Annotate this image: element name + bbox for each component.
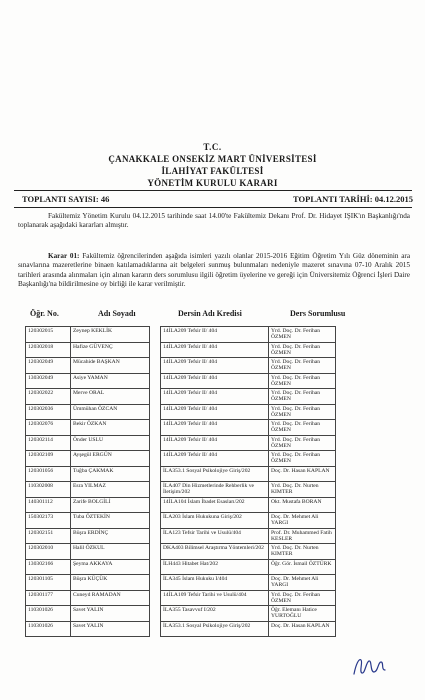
table-row <box>26 528 336 544</box>
spacer-cell <box>150 342 161 358</box>
table-row <box>26 621 336 637</box>
course-cell: 14İLA209 Tefsir II/ 404 <box>161 327 269 343</box>
table-row <box>26 575 336 591</box>
student-name-cell: Şeyma AKKAYA <box>71 559 150 575</box>
course-cell: İLA203 İslam Hukukuna Giriş/202 <box>161 513 269 529</box>
course-cell: İLA353.1 Sosyal Psikolojiye Giriş/202 <box>161 621 269 637</box>
student-number-cell: 110301026 <box>26 606 71 622</box>
student-name-cell: Savet YALIN <box>71 606 150 622</box>
table-row <box>26 420 336 436</box>
student-number-cell: 120301056 <box>26 466 71 482</box>
table-row <box>26 327 336 343</box>
spacer-cell <box>150 482 161 498</box>
table-row <box>26 590 336 606</box>
student-number-cell: 120302015 <box>26 327 71 343</box>
student-number-cell: 120302151 <box>26 528 71 544</box>
student-number-cell: 110302008 <box>26 482 71 498</box>
student-number-cell: 130302049 <box>26 373 71 389</box>
student-name-cell: Büşra KÜÇÜK <box>71 575 150 591</box>
course-cell: İLA407 Din Hizmetlerinde Rehberlik ve İletişim/202 <box>161 482 269 498</box>
meeting-number: TOPLANTI SAYISI: 46 <box>22 194 110 204</box>
header-tc: T.C. <box>203 142 222 152</box>
responsible-cell: Doç. Dr. Hasan KAPLAN <box>269 466 336 482</box>
responsible-cell: Prof. Dr. Muhammed Fatih KESLER <box>269 528 336 544</box>
student-number-cell: 120302109 <box>26 451 71 467</box>
spacer-cell <box>150 373 161 389</box>
responsible-cell: Doç. Dr. Mehmet Ali YARGI <box>269 575 336 591</box>
course-cell: 14İLA209 Tefsir II/ 404 <box>161 389 269 405</box>
intro-paragraph: Fakültemiz Yönetim Kurulu 04.12.2015 tarihinde saat 14.00'te Fakültemiz Dekanı Prof. Dr. Hidayet IŞIK'ın Başkanlığı'nda toplanarak aşağıdaki kararları almıştır. <box>18 212 410 230</box>
table-row <box>26 389 336 405</box>
course-cell: İLH443 Hitabet Hat/202 <box>161 559 269 575</box>
col-header-course: Dersin Adı Kredisi <box>178 309 242 318</box>
spacer-cell <box>150 435 161 451</box>
student-number-cell: 120302022 <box>26 389 71 405</box>
student-name-cell: Mücahide BAŞKAN <box>71 358 150 374</box>
spacer-cell <box>150 420 161 436</box>
student-name-cell: Tuğba ÇAKMAK <box>71 466 150 482</box>
bottom-rule <box>14 207 412 208</box>
table-row <box>26 559 336 575</box>
spacer-cell <box>150 497 161 513</box>
student-name-cell: Merve ORAL <box>71 389 150 405</box>
student-table-body <box>26 327 336 637</box>
table-row <box>26 342 336 358</box>
spacer-cell <box>150 528 161 544</box>
responsible-cell: Doç. Dr. Mehmet Ali YARGI <box>269 513 336 529</box>
course-cell: DKA403 Bilimsel Araştırma Yöntemleri/202 <box>161 544 269 560</box>
student-name-cell: Zarife BOLGİLİ <box>71 497 150 513</box>
responsible-cell: Okt. Mustafa BORAN <box>269 497 336 513</box>
student-number-cell: 130302166 <box>26 559 71 575</box>
spacer-cell <box>150 358 161 374</box>
student-table <box>25 326 336 637</box>
responsible-cell: Yrd. Doç. Dr. Ferihan ÖZMEN <box>269 435 336 451</box>
col-header-name: Adı Soyadı <box>98 309 136 318</box>
course-cell: İLA345 İslam Hukuku I/404 <box>161 575 269 591</box>
student-name-cell: Hafize GÜVENÇ <box>71 342 150 358</box>
responsible-cell: Öğr. Elemanı Hatice YURTOĞLU <box>269 606 336 622</box>
responsible-cell: Yrd. Doç. Dr. Ferihan ÖZMEN <box>269 342 336 358</box>
student-name-cell: Büşra ERDİNÇ <box>71 528 150 544</box>
responsible-cell: Yrd. Doç. Dr. Ferihan ÖZMEN <box>269 327 336 343</box>
student-name-cell: Tuba ÖZTEKİN <box>71 513 150 529</box>
course-cell: 14İLA209 Tefsir II/ 404 <box>161 451 269 467</box>
student-number-cell: 120302018 <box>26 342 71 358</box>
responsible-cell: Öğr. Gör. İsmail ÖZTÜRK <box>269 559 336 575</box>
student-number-cell: 120302114 <box>26 435 71 451</box>
table-row <box>26 451 336 467</box>
spacer-cell <box>150 513 161 529</box>
student-number-cell: 120301105 <box>26 575 71 591</box>
responsible-cell: Yrd. Doç. Dr. Ferihan ÖZMEN <box>269 389 336 405</box>
responsible-cell: Yrd. Doç. Dr. Ferihan ÖZMEN <box>269 373 336 389</box>
student-name-cell: Cuneyd RAMADAN <box>71 590 150 606</box>
table-row <box>26 544 336 560</box>
table-row <box>26 404 336 420</box>
spacer-cell <box>150 606 161 622</box>
spacer-cell <box>150 621 161 637</box>
student-name-cell: Ayşegül ERGÜN <box>71 451 150 467</box>
student-number-cell: 150302173 <box>26 513 71 529</box>
course-cell: 14İLA209 Tefsir II/ 404 <box>161 435 269 451</box>
student-number-cell: 120302049 <box>26 358 71 374</box>
table-row <box>26 373 336 389</box>
handwritten-initials <box>350 650 390 680</box>
course-cell: İLA355 Tasavvuf I/202 <box>161 606 269 622</box>
spacer-cell <box>150 590 161 606</box>
course-cell: 14İLA209 Tefsir II/ 404 <box>161 373 269 389</box>
course-cell: İLA353.1 Sosyal Psikolojiye Giriş/202 <box>161 466 269 482</box>
header-board-decision: YÖNETİM KURULU KARARI <box>147 178 278 188</box>
student-number-cell: 120302036 <box>26 404 71 420</box>
student-name-cell: Bekir ÖZKAN <box>71 420 150 436</box>
responsible-cell: Yrd. Doç. Dr. Ferihan ÖZMEN <box>269 358 336 374</box>
top-rule <box>14 190 412 191</box>
student-name-cell: Halil ÖZKUL <box>71 544 150 560</box>
responsible-cell: Yrd. Doç. Dr. Ferihan ÖZMEN <box>269 451 336 467</box>
student-name-cell: Asiye YAMAN <box>71 373 150 389</box>
spacer-cell <box>150 451 161 467</box>
decision-paragraph <box>18 252 410 290</box>
course-cell: 14İLA109 Tefsir Tarihi ve Usulü/404 <box>161 590 269 606</box>
spacer-cell <box>150 575 161 591</box>
table-row <box>26 358 336 374</box>
col-header-no: Öğr. No. <box>30 309 59 318</box>
table-row <box>26 435 336 451</box>
responsible-cell: Yrd. Doç. Dr. Ferihan ÖZMEN <box>269 420 336 436</box>
course-cell: İLA123 Tefsir Tarihi ve Usulü/404 <box>161 528 269 544</box>
course-cell: 14İLA209 Tefsir II/ 404 <box>161 342 269 358</box>
student-number-cell: 140301112 <box>26 497 71 513</box>
course-cell: 14İLA209 Tefsir II/ 404 <box>161 404 269 420</box>
spacer-cell <box>150 389 161 405</box>
course-cell: 14İLA209 Tefsir II/ 404 <box>161 358 269 374</box>
table-row <box>26 606 336 622</box>
spacer-cell <box>150 466 161 482</box>
student-name-cell: Önder USLU <box>71 435 150 451</box>
responsible-cell: Doç. Dr. Hasan KAPLAN <box>269 621 336 637</box>
table-row <box>26 466 336 482</box>
student-number-cell: 110301026 <box>26 621 71 637</box>
spacer-cell <box>150 327 161 343</box>
header-university: ÇANAKKALE ONSEKİZ MART ÜNİVERSİTESİ <box>108 154 317 164</box>
table-row <box>26 482 336 498</box>
course-cell: 14İLA104 İslam İbadet Esasları/202 <box>161 497 269 513</box>
col-header-responsible: Ders Sorumlusu <box>290 309 346 318</box>
spacer-cell <box>150 544 161 560</box>
student-name-cell: Zeynep KEKLİK <box>71 327 150 343</box>
student-name-cell: Ümmühan ÖZCAN <box>71 404 150 420</box>
student-name-cell: Esra YILMAZ <box>71 482 150 498</box>
decision-label: Karar 01: <box>48 252 80 260</box>
decision-text: Fakültemiz öğrencilerinden aşağıda isimleri yazılı olanlar 2015-2016 Eğitim Öğretim Yılı Güz döneminin ara sınavlarına mazeretlerine binaen katılamadıklarına ait belgeleri sunmuş bulunmaları nedeniyle mazeret sınavına 07-10 Aralık 2015 tarihleri arasında alınmaları için alınan kararın ders sorumlusu ilgili öğretim üyelerine ve gereği için Üniversitemiz Öğrenci İşleri Daire Başkanlığı'na bildirilmesine oy birliği ile karar verilmiştir. <box>18 252 411 289</box>
table-row <box>26 497 336 513</box>
student-number-cell: 120302076 <box>26 420 71 436</box>
table-row <box>26 513 336 529</box>
student-number-cell: 120301177 <box>26 590 71 606</box>
header-faculty: İLAHİYAT FAKÜLTESİ <box>161 166 264 176</box>
student-number-cell: 120302010 <box>26 544 71 560</box>
responsible-cell: Yrd. Doç. Dr. Nurten KIMTER <box>269 544 336 560</box>
spacer-cell <box>150 404 161 420</box>
responsible-cell: Yrd. Doç. Dr. Nurten KIMTER <box>269 482 336 498</box>
student-name-cell: Savet YALIN <box>71 621 150 637</box>
spacer-cell <box>150 559 161 575</box>
meeting-date: TOPLANTI TARİHİ: 04.12.2015 <box>293 194 413 204</box>
responsible-cell: Yrd. Doç. Dr. Ferihan ÖZMEN <box>269 590 336 606</box>
course-cell: 14İLA209 Tefsir II/ 404 <box>161 420 269 436</box>
responsible-cell: Yrd. Doç. Dr. Ferihan ÖZMEN <box>269 404 336 420</box>
